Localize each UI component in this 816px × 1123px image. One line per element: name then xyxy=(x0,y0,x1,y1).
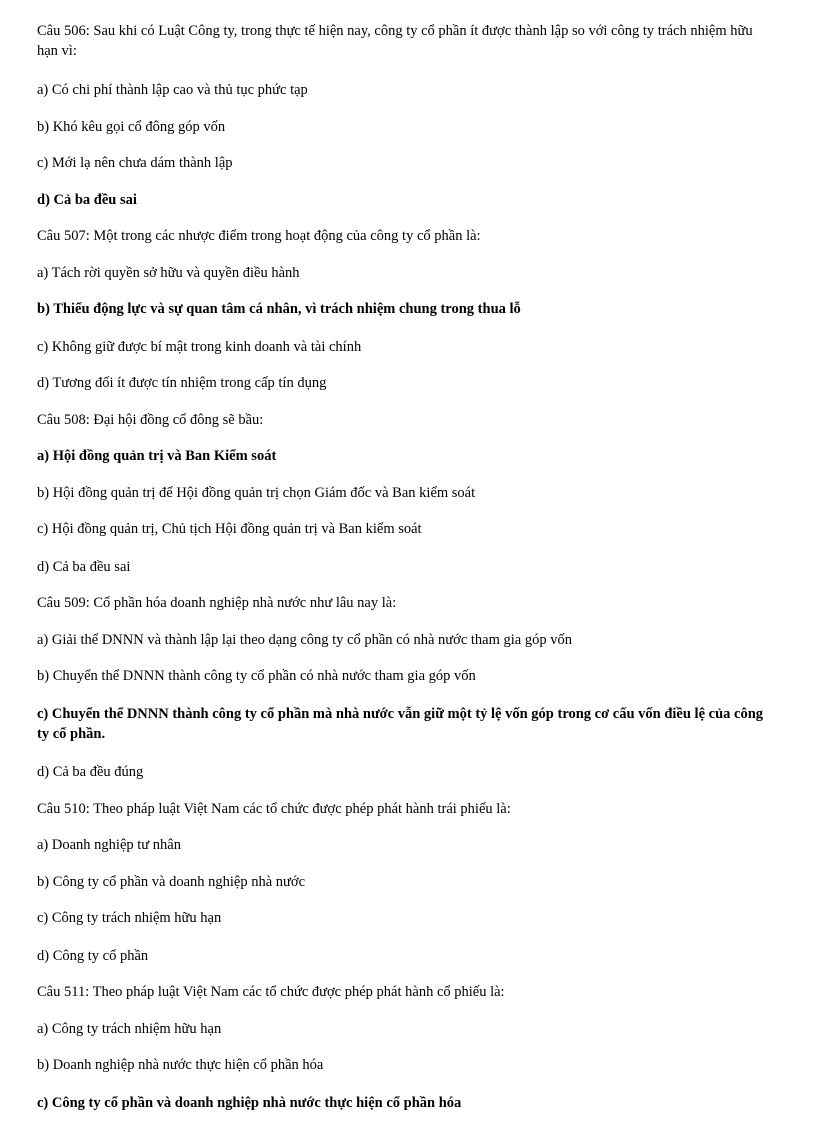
option-509-c-answer: c) Chuyển thể DNNN thành công ty cổ phần mà nhà nước vẫn giữ một tỷ lệ vốn góp trong cơ cấu vốn điều lệ của công ty cổ phần. xyxy=(37,706,764,742)
option-507-d: d) Tương đối ít được tín nhiệm trong cấp tín dụng xyxy=(37,375,327,391)
option-507-b-answer: b) Thiếu động lực và sự quan tâm cá nhân, vì trách nhiệm chung trong thua lỗ xyxy=(37,301,521,317)
question-509: Câu 509: Cổ phần hóa doanh nghiệp nhà nước như lâu nay là: xyxy=(37,595,397,611)
option-508-a-answer: a) Hội đồng quản trị và Ban Kiểm soát xyxy=(37,448,277,464)
option-509-d: d) Cả ba đều đúng xyxy=(37,764,144,780)
question-506: Câu 506: Sau khi có Luật Công ty, trong thực tế hiện nay, công ty cổ phần ít được thành lập so với công ty trách nhiệm hữu hạn vì: xyxy=(37,23,753,59)
option-506-b: b) Khó kêu gọi cổ đông góp vốn xyxy=(37,119,226,135)
option-510-c: c) Công ty trách nhiệm hữu hạn xyxy=(37,910,222,926)
option-507-c: c) Không giữ được bí mật trong kinh doanh và tài chính xyxy=(37,339,362,355)
option-510-d: d) Công ty cổ phần xyxy=(37,948,149,964)
option-508-b: b) Hội đồng quản trị để Hội đồng quản trị chọn Giám đốc và Ban kiểm soát xyxy=(37,485,476,501)
option-511-a: a) Công ty trách nhiệm hữu hạn xyxy=(37,1021,222,1037)
option-510-b: b) Công ty cổ phần và doanh nghiệp nhà nước xyxy=(37,874,306,890)
question-510: Câu 510: Theo pháp luật Việt Nam các tổ chức được phép phát hành trái phiếu là: xyxy=(37,801,511,817)
option-511-b: b) Doanh nghiệp nhà nước thực hiện cổ phần hóa xyxy=(37,1057,324,1073)
option-510-a: a) Doanh nghiệp tư nhân xyxy=(37,837,181,853)
option-507-a: a) Tách rời quyền sở hữu và quyền điều hành xyxy=(37,265,300,281)
question-511: Câu 511: Theo pháp luật Việt Nam các tổ chức được phép phát hành cổ phiếu là: xyxy=(37,984,505,1000)
option-506-c: c) Mới lạ nên chưa dám thành lập xyxy=(37,155,233,171)
option-506-a: a) Có chi phí thành lập cao và thủ tục phức tạp xyxy=(37,82,308,98)
question-508: Câu 508: Đại hội đồng cổ đông sẽ bầu: xyxy=(37,412,264,428)
question-507: Câu 507: Một trong các nhược điểm trong hoạt động của công ty cổ phần là: xyxy=(37,228,481,244)
option-511-c-answer: c) Công ty cổ phần và doanh nghiệp nhà nước thực hiện cổ phần hóa xyxy=(37,1095,462,1111)
option-509-b: b) Chuyển thể DNNN thành công ty cổ phần có nhà nước tham gia góp vốn xyxy=(37,668,476,684)
option-508-d: d) Cả ba đều sai xyxy=(37,559,131,575)
option-506-d-answer: d) Cả ba đều sai xyxy=(37,192,137,208)
option-509-a: a) Giải thể DNNN và thành lập lại theo dạng công ty cổ phần có nhà nước tham gia góp vốn xyxy=(37,632,572,648)
option-508-c: c) Hội đồng quản trị, Chủ tịch Hội đồng quản trị và Ban kiểm soát xyxy=(37,521,422,537)
